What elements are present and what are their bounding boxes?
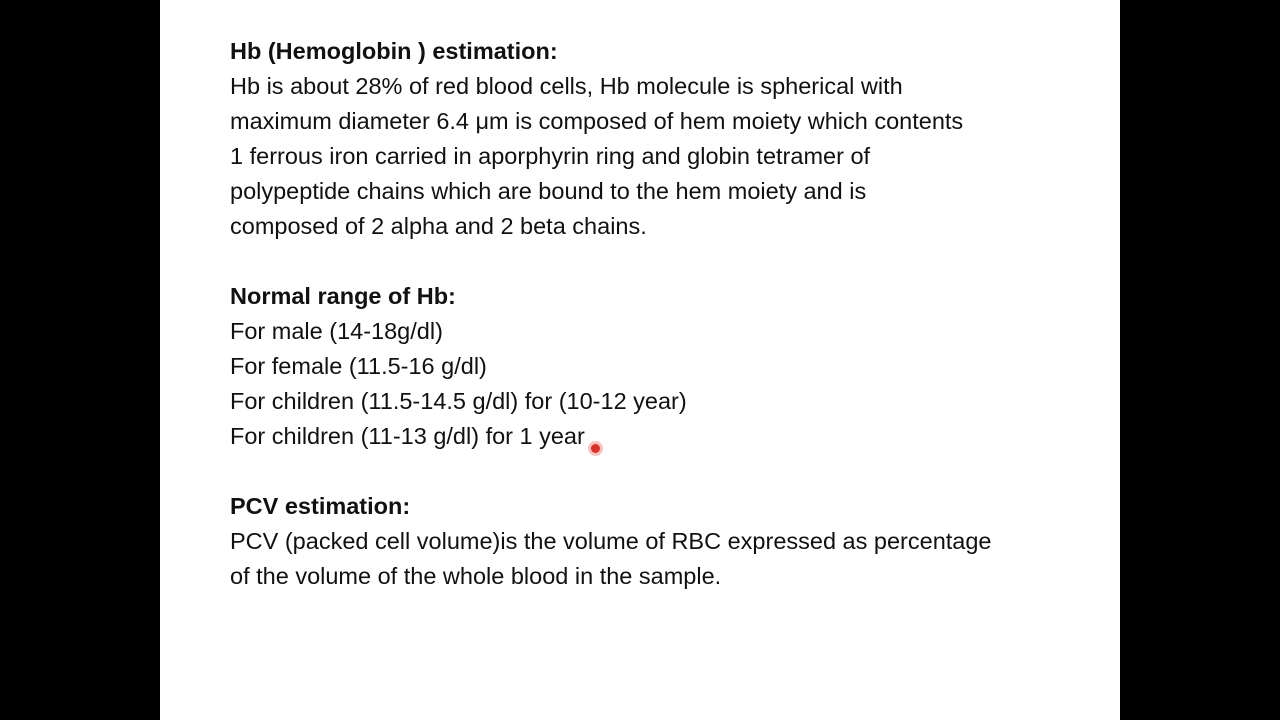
- paragraph-spacer: [230, 244, 1110, 279]
- hb-description-line: 1 ferrous iron carried in aporphyrin ring and globin tetramer of: [230, 143, 871, 169]
- pcv-description-line: of the volume of the whole blood in the sample.: [230, 563, 722, 589]
- hb-description-line: maximum diameter 6.4 μm is composed of hem moiety which contents: [230, 108, 964, 134]
- normal-range-heading: Normal range of Hb:: [230, 283, 456, 309]
- hb-description-line: Hb is about 28% of red blood cells, Hb molecule is spherical with: [230, 73, 903, 99]
- laser-pointer-icon: [591, 444, 600, 453]
- pcv-description-line: PCV (packed cell volume)is the volume of RBC expressed as percentage: [230, 528, 992, 554]
- hb-description-line: composed of 2 alpha and 2 beta chains.: [230, 213, 647, 239]
- paragraph-spacer: [230, 454, 1110, 489]
- document-page: [160, 0, 1120, 720]
- document-content: [230, 34, 1110, 594]
- normal-range-line-female: For female (11.5-16 g/dl): [230, 353, 487, 379]
- normal-range-line-children-1: For children (11-13 g/dl) for 1 year: [230, 423, 585, 449]
- normal-range-line-children-10-12: For children (11.5-14.5 g/dl) for (10-12 year): [230, 388, 687, 414]
- normal-range-line-male: For male (14-18g/dl): [230, 318, 443, 344]
- hb-description-line: polypeptide chains which are bound to the hem moiety and is: [230, 178, 867, 204]
- hb-estimation-heading: Hb (Hemoglobin ) estimation:: [230, 38, 558, 64]
- pcv-estimation-heading: PCV estimation:: [230, 493, 411, 519]
